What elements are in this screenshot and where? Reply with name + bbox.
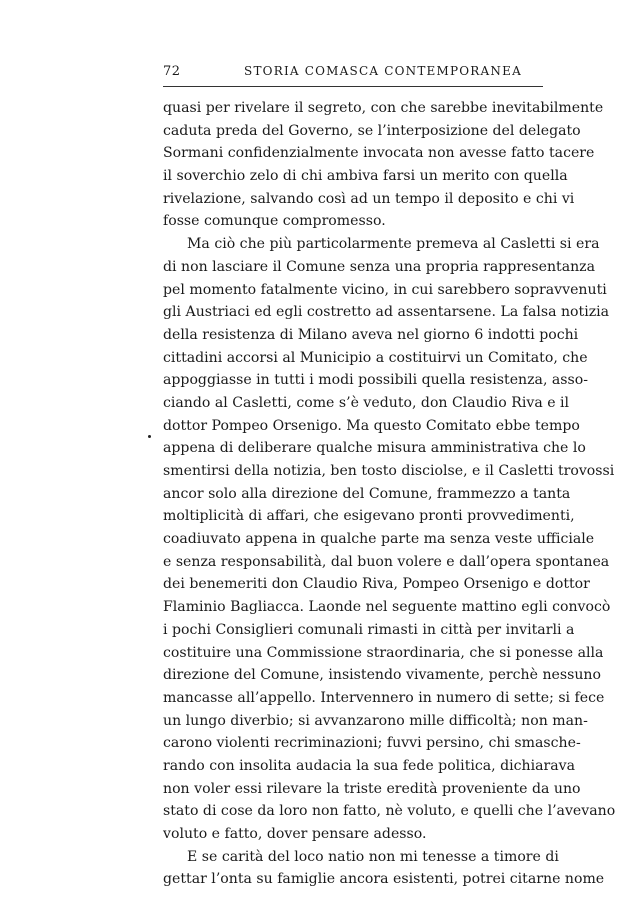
text-line: ancor solo alla direzione del Comune, frammezzo a tanta (163, 485, 571, 502)
text-line: non voler essi rilevare la triste eredità proveniente da uno (163, 780, 581, 797)
text-line: smentirsi della notizia, ben tosto disciolse, e il Casletti trovossi (163, 463, 615, 479)
text-line: della resistenza di Milano aveva nel giorno 6 indotti pochi (163, 326, 579, 343)
text-line: rando con insolita audacia la sua fede politica, dichiarava (163, 757, 576, 774)
text-line: dei benemeriti don Claudio Riva, Pompeo Orsenigo e dottor (163, 576, 590, 593)
text-line: moltiplicità di affari, che esigevano pronti provvedimenti, (163, 508, 575, 525)
text-line: fosse comunque compromesso. (163, 213, 386, 230)
text-line: rivelazione, salvando così ad un tempo il deposito e chi vi (163, 190, 575, 207)
text-line: un lungo diverbio; si avvanzarono mille difficoltà; non man- (163, 712, 588, 729)
text-line: costituire una Commissione straordinaria, che si ponesse alla (163, 644, 604, 661)
text-line: i pochi Consiglieri comunali rimasti in città per invitarli a (163, 621, 575, 638)
text-line: direzione del Comune, insistendo vivamente, perchè nessuno (163, 667, 601, 684)
text-line: e senza responsabilità, dal buon volere e dall’opera spontanea (163, 553, 610, 570)
header-rule (163, 86, 543, 87)
text-line: quasi per rivelare il segreto, con che sarebbe inevitabilmente (163, 100, 604, 116)
text-line: il soverchio zelo di chi ambiva farsi un merito con quella (163, 168, 568, 185)
text-line: voluto e fatto, dover pensare adesso. (163, 826, 427, 842)
text-line: ciando al Casletti, come s’è veduto, don Claudio Riva e il (163, 394, 570, 411)
text-line: di non lasciare il Comune senza una propria rappresentanza (163, 258, 596, 275)
text-line: pel momento fatalmente vicino, in cui sarebbero sopravvenuti (163, 281, 607, 298)
text-line: E se carità del loco natio non mi tenesse a timore di (187, 848, 559, 865)
running-title: STORIA COMASCA CONTEMPORANEA (244, 64, 522, 78)
text-line: appoggiasse in tutti i modi possibili quella resistenza, asso- (163, 372, 589, 389)
text-line: dottor Pompeo Orsenigo. Ma questo Comitato ebbe tempo (163, 417, 580, 434)
text-line: coadiuvato appena in qualche parte ma senza veste ufficiale (163, 531, 595, 548)
text-line: stato di cose da loro non fatto, nè voluto, e quelli che l’avevano (163, 803, 616, 820)
text-line: carono violenti recriminazioni; fuvvi persino, chi smasche- (163, 735, 581, 752)
text-line: gettar l’onta su famiglie ancora esistenti, potrei citarne nome (163, 871, 605, 888)
text-line: cittadini accorsi al Municipio a costituirvi un Comitato, che (163, 349, 588, 366)
text-line: caduta preda del Governo, se l’interposizione del delegato (163, 122, 581, 139)
text-line: Flaminio Bagliacca. Laonde nel seguente mattino egli convocò (163, 599, 611, 616)
text-line: Ma ciò che più particolarmente premeva al Casletti si era (187, 236, 600, 253)
text-line: gli Austriaci ed egli costretto ad assentarsene. La falsa notizia (163, 304, 610, 321)
page-number: 72 (163, 64, 181, 79)
page-body (163, 97, 616, 891)
margin-speck (148, 435, 151, 438)
text-line: appena di deliberare qualche misura amministrativa che lo (163, 440, 586, 457)
text-line: mancasse all’appello. Intervennero in numero di sette; si fece (163, 689, 605, 706)
running-header (163, 64, 543, 82)
text-line: Sormani confidenzialmente invocata non avesse fatto tacere (163, 145, 595, 162)
